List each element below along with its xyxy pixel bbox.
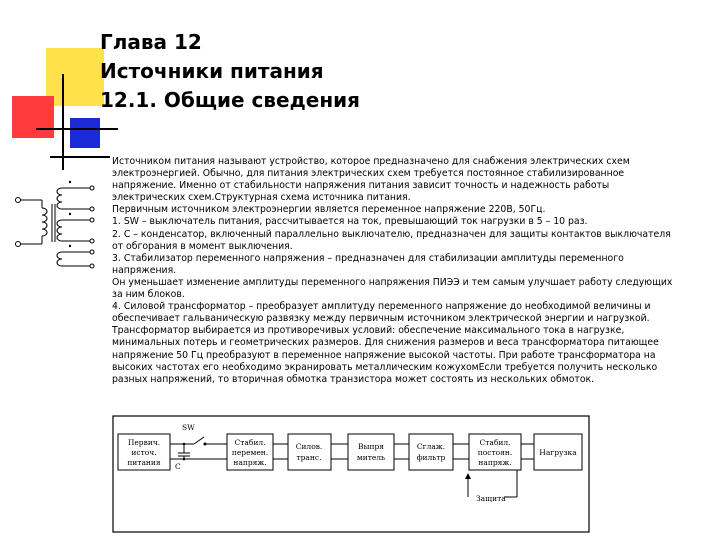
transformer-schematic [12,168,108,290]
chapter-subject: Источники питания [100,59,324,83]
decor-red-square [12,96,54,138]
power-supply-block-diagram [112,415,590,533]
block-smoothing-filter-label: фильтр [416,453,446,462]
capacitor-label: С [175,462,181,471]
block-primary-source-label: Первич. [127,438,161,447]
block-ac-stabilizer-label: перемен. [231,448,269,457]
decor-blue-square [70,118,100,148]
protection-label: Защита [476,494,506,503]
block-smoothing-filter [409,434,453,470]
block-ac-stabilizer-label: напряж. [233,458,267,467]
decor-horizontal-line-lower [50,156,110,158]
block-dc-stabilizer-label: напряж. [478,458,512,467]
block-dc-stabilizer-label: постоян. [477,448,513,457]
block-ac-stabilizer-label: Стабил. [234,438,266,447]
paragraph: 2. C – конденсатор, включенный параллельно выключателю, предназначен для защиты контактов выключателя от обгорания в момент выключения. [112,228,671,252]
paragraph: Трансформатор выбирается из противоречивых условий: обеспечение максимального тока в нагрузке, минимальных потерь и геометрических размеров. Для снижения размеров и веса трансформатора питающее напряжение 50 Гц преобразуют в переменное напряжение высокой частоты. При работе трансформатора на высоких частотах его необходимо экранировать металлическим кожухомЕсли требуется получить несколько разных напряжений, то вторичная обмотка транзистора может состоять из нескольких обмоток. [112,325,659,385]
block-power-transformer-label: транс. [296,453,322,462]
block-rectifier-label: Выпря [357,442,385,451]
block-power-transformer-label: Силов. [295,442,323,451]
block-power-transformer [288,434,331,470]
diagram-frame [113,416,589,532]
block-smoothing-filter-label: Сглаж. [416,442,446,451]
block-load-label: Нагрузка [539,448,577,457]
body-text [112,156,684,386]
block-dc-stabilizer-label: Стабил. [479,438,511,447]
paragraph: 4. Силовой трансформатор – преобразует амплитуду переменного напряжение до необходимой величины и обеспечивает гальваническую развязку между первичным источником электрической энергии и нагрузкой. [112,301,651,325]
sw-label: SW [182,423,195,432]
paragraph: 1. SW – выключатель питания, рассчитывается на ток, превышающий ток нагрузки в 5 – 10 раз. [112,216,588,228]
block-rectifier [348,434,394,470]
block-primary-source-label: источ. [131,448,157,457]
decor-yellow-square [46,48,104,106]
chapter-heading: Глава 12 [100,30,202,54]
paragraph: Источником питания называют устройство, которое предназначено для снабжения электрических схем электроэнергией. Обычно, для питания электрических схем требуется постоянное стабилизированное напряжение. Именно от стабильности напряжения питания зависит точность и надежность работы электрических схем.Структурная схема источника питания. [112,156,630,204]
section-heading: 12.1. Общие сведения [100,88,360,112]
page-title [100,28,360,115]
paragraph: Первичным источником электроэнергии является переменное напряжение 220В, 50Гц. [112,204,546,216]
block-primary-source-label: питания [127,458,161,467]
paragraph: Он уменьшает изменение амплитуды переменного напряжения ПИЭЭ и тем самым улучшает работу следующих за ним блоков. [112,276,673,301]
decor-horizontal-line [36,128,118,130]
paragraph: 3. Стабилизатор переменного напряжения – предназначен для стабилизации амплитуды переменного напряжения. [112,252,624,276]
block-rectifier-label: митель [356,453,386,462]
